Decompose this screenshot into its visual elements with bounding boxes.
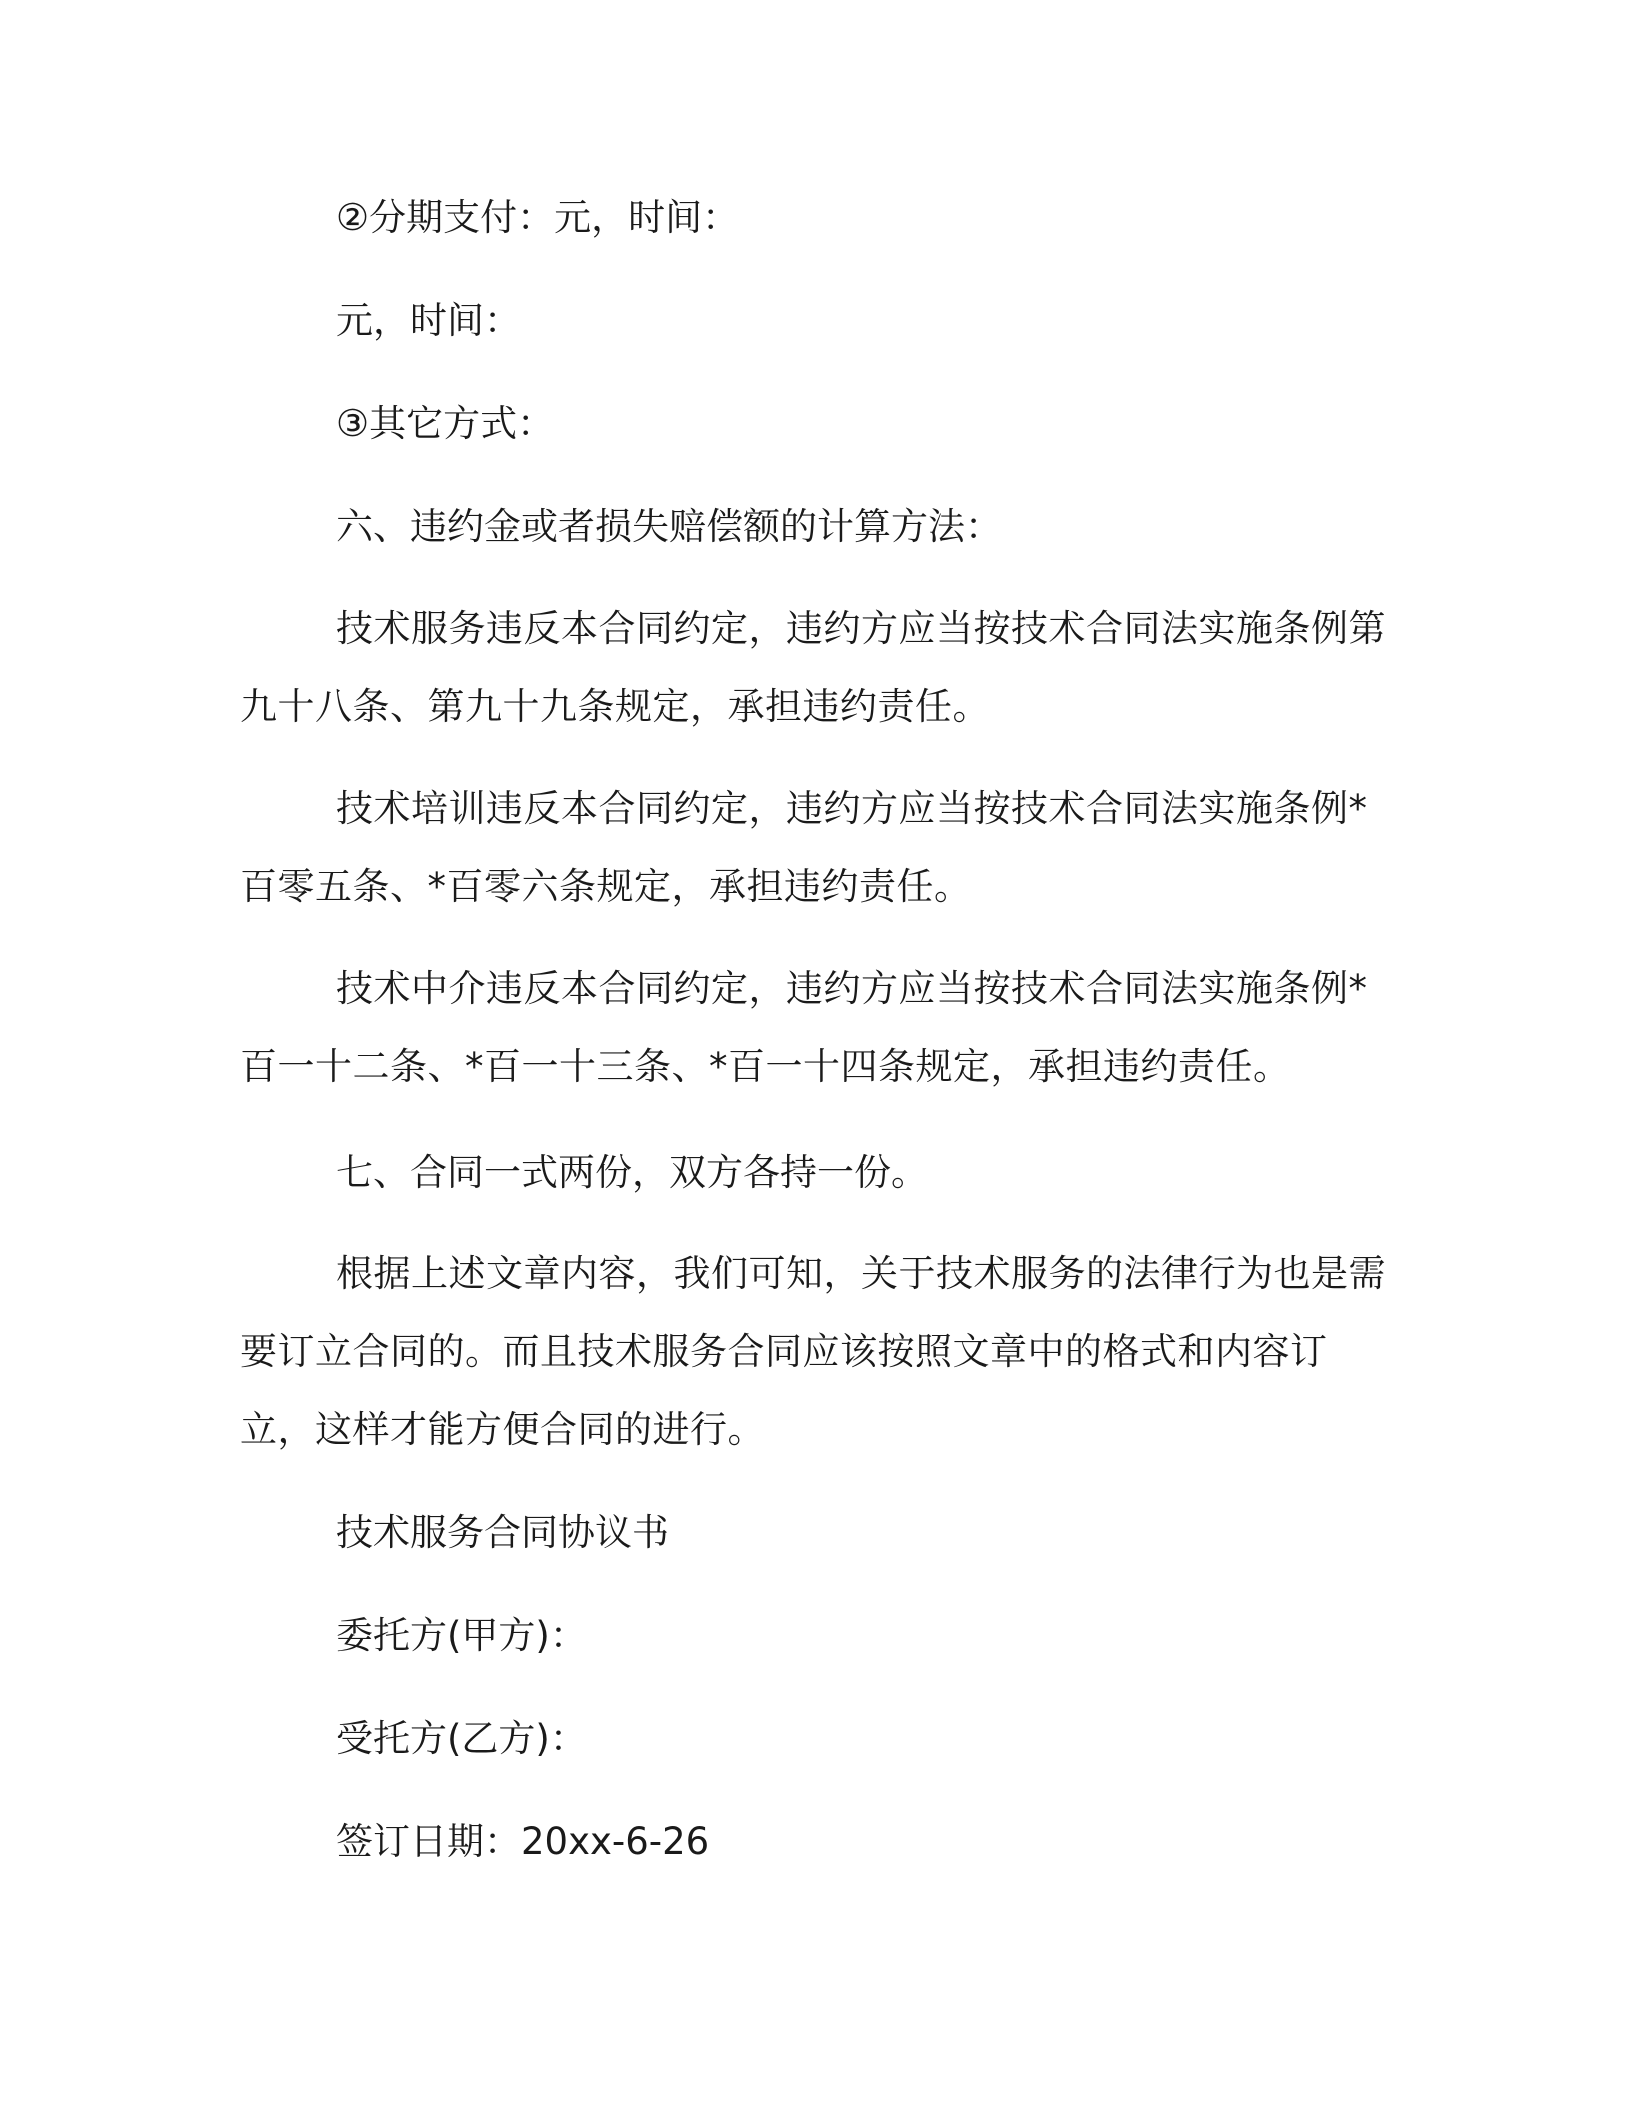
tech-training-paragraph: 技术培训违反本合同约定，违约方应当按技术合同法实施条例*百零五条、*百零六条规定，承担违约责任。 — [240, 787, 1368, 908]
party-b-line: 受托方(乙方)： — [336, 1717, 587, 1760]
summary-paragraph: 根据上述文章内容，我们可知，关于技术服务的法律行为也是需要订立合同的。而且技术服务合同应该按照文章中的格式和内容订立，这样才能方便合同的进行。 — [240, 1252, 1386, 1451]
other-method-line: ③其它方式： — [336, 402, 555, 445]
section-seven-line: 七、合同一式两份，双方各持一份。 — [336, 1151, 928, 1194]
section-six-heading: 六、违约金或者损失赔偿额的计算方法： — [336, 505, 1002, 548]
agreement-title: 技术服务合同协议书 — [336, 1511, 669, 1554]
tech-service-paragraph: 技术服务违反本合同约定，违约方应当按技术合同法实施条例第九十八条、第九十九条规定，承担违约责任。 — [240, 607, 1386, 728]
sign-date-line: 签订日期：20xx-6-26 — [336, 1820, 710, 1863]
party-a-line: 委托方(甲方)： — [336, 1614, 587, 1657]
installment-line-2: 元，时间： — [336, 299, 521, 342]
tech-agency-paragraph: 技术中介违反本合同约定，违约方应当按技术合同法实施条例*百一十二条、*百一十三条、*百一十四条规定，承担违约责任。 — [240, 967, 1368, 1088]
installment-line-1: ②分期支付：元，时间： — [336, 196, 740, 239]
